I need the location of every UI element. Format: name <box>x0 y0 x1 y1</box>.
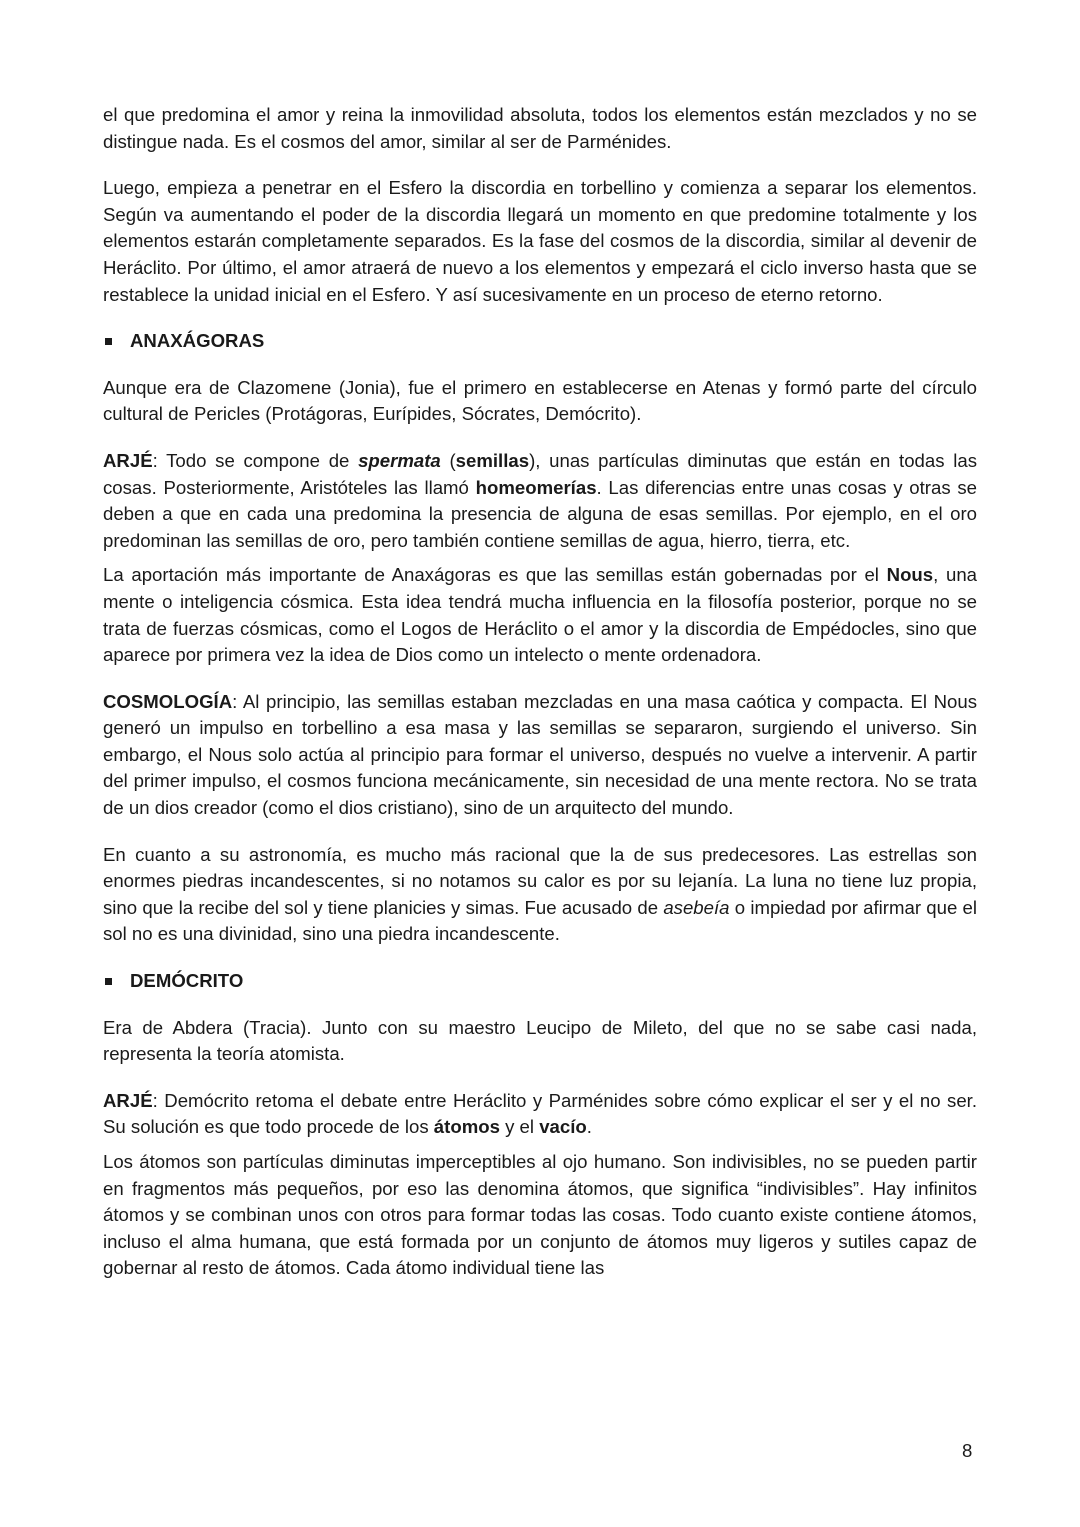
paragraph-nous: La aportación más importante de Anaxágoras es que las semillas están gobernadas por el Nous, una mente o inteligencia cósmica. Esta idea tendrá mucha influencia en la filosofía posterior, porque no se trata de fuerzas cósmicas, como el Logos de Heráclito o el amor y la discordia de Empédocles, sino que aparece por primera vez la idea de Dios como un intelecto o mente ordenadora. <box>103 564 978 666</box>
paragraph-cosmologia: COSMOLOGÍA: Al principio, las semillas estaban mezcladas en una masa caótica y compacta. El Nous generó un impulso en torbellino a esa masa y las semillas se separaron, surgiendo el universo. Sin embargo, el Nous solo actúa al principio para formar el universo, después no vuelve a intervenir. A partir del primer impulso, el cosmos funciona mecánicamente, sin necesidad de una mente rectora. No se trata de un dios creador (como el dios cristiano), sino de un arquitecto del mundo. <box>103 690 977 819</box>
page-number: 8 <box>962 1440 973 1461</box>
paragraph-esfero-amor: el que predomina el amor y reina la inmovilidad absoluta, todos los elementos están mezclados y no se distingue nada. Es el cosmos del amor, similar al ser de Parménides. <box>103 104 977 152</box>
page-body <box>103 102 977 1302</box>
section-heading-anaxagoras <box>103 328 977 355</box>
square-bullet-icon <box>105 338 112 345</box>
section-heading-democrito <box>103 968 977 995</box>
heading-text: DEMÓCRITO <box>130 970 244 992</box>
paragraph-democrito-intro: Era de Abdera (Tracia). Junto con su maestro Leucipo de Mileto, del que no se sabe casi nada, representa la teoría atomista. <box>103 1016 977 1065</box>
paragraph-discordia: Luego, empieza a penetrar en el Esfero la discordia en torbellino y comienza a separar los elementos. Según va aumentando el poder de la discordia llegará un momento en que predomine totalmente y los elementos estarán completamente separados. Es la fase del cosmos de la discordia, similar al devenir de Heráclito. Por último, el amor atraerá de nuevo a los elementos y empezará el ciclo inverso hasta que se restablece la unidad inicial en el Esfero. Y así sucesivamente en un proceso de eterno retorno. <box>103 177 977 305</box>
paragraph-astronomia: En cuanto a su astronomía, es mucho más racional que la de sus predecesores. Las estrellas son enormes piedras incandescentes, si no notamos su calor es por su lejanía. La luna no tiene luz propia, sino que la recibe del sol y tiene planicies y simas. Fue acusado de asebeía o impiedad por afirmar que el sol no es una divinidad, sino una piedra incandescente. <box>103 843 978 945</box>
paragraph-democrito-arje: ARJÉ: Demócrito retoma el debate entre Heráclito y Parménides sobre cómo explicar el ser y el no ser. Su solución es que todo procede de los átomos y el vacío. <box>103 1089 977 1138</box>
paragraph-anaxagoras-arje: ARJÉ: Todo se compone de spermata (semillas), unas partículas diminutas que están en todas las cosas. Posteriormente, Aristóteles las llamó homeomerías. Las diferencias entre unas cosas y otras se deben a que en cada una predomina la presencia de alguna de esas semillas. Por ejemplo, en el oro predominan las semillas de oro, pero también contiene semillas de agua, hierro, tierra, etc. <box>103 449 978 551</box>
paragraph-anaxagoras-intro: Aunque era de Clazomene (Jonia), fue el primero en establecerse en Atenas y formó parte del círculo cultural de Pericles (Protágoras, Eurípides, Sócrates, Demócrito). <box>103 376 977 425</box>
paragraph-atomos: Los átomos son partículas diminutas imperceptibles al ojo humano. Son indivisibles, no se pueden partir en fragmentos más pequeños, por eso las denomina átomos, que significa “indivisibles”. Hay infinitos átomos y se combinan unos con otros para formar todas las cosas. Todo cuanto existe contiene átomos, incluso el alma humana, que está formada por un conjunto de átomos muy ligeros y sutiles capaz de gobernar al resto de átomos. Cada átomo individual tiene las <box>103 1151 977 1279</box>
heading-text: ANAXÁGORAS <box>130 330 265 352</box>
square-bullet-icon <box>105 978 112 985</box>
